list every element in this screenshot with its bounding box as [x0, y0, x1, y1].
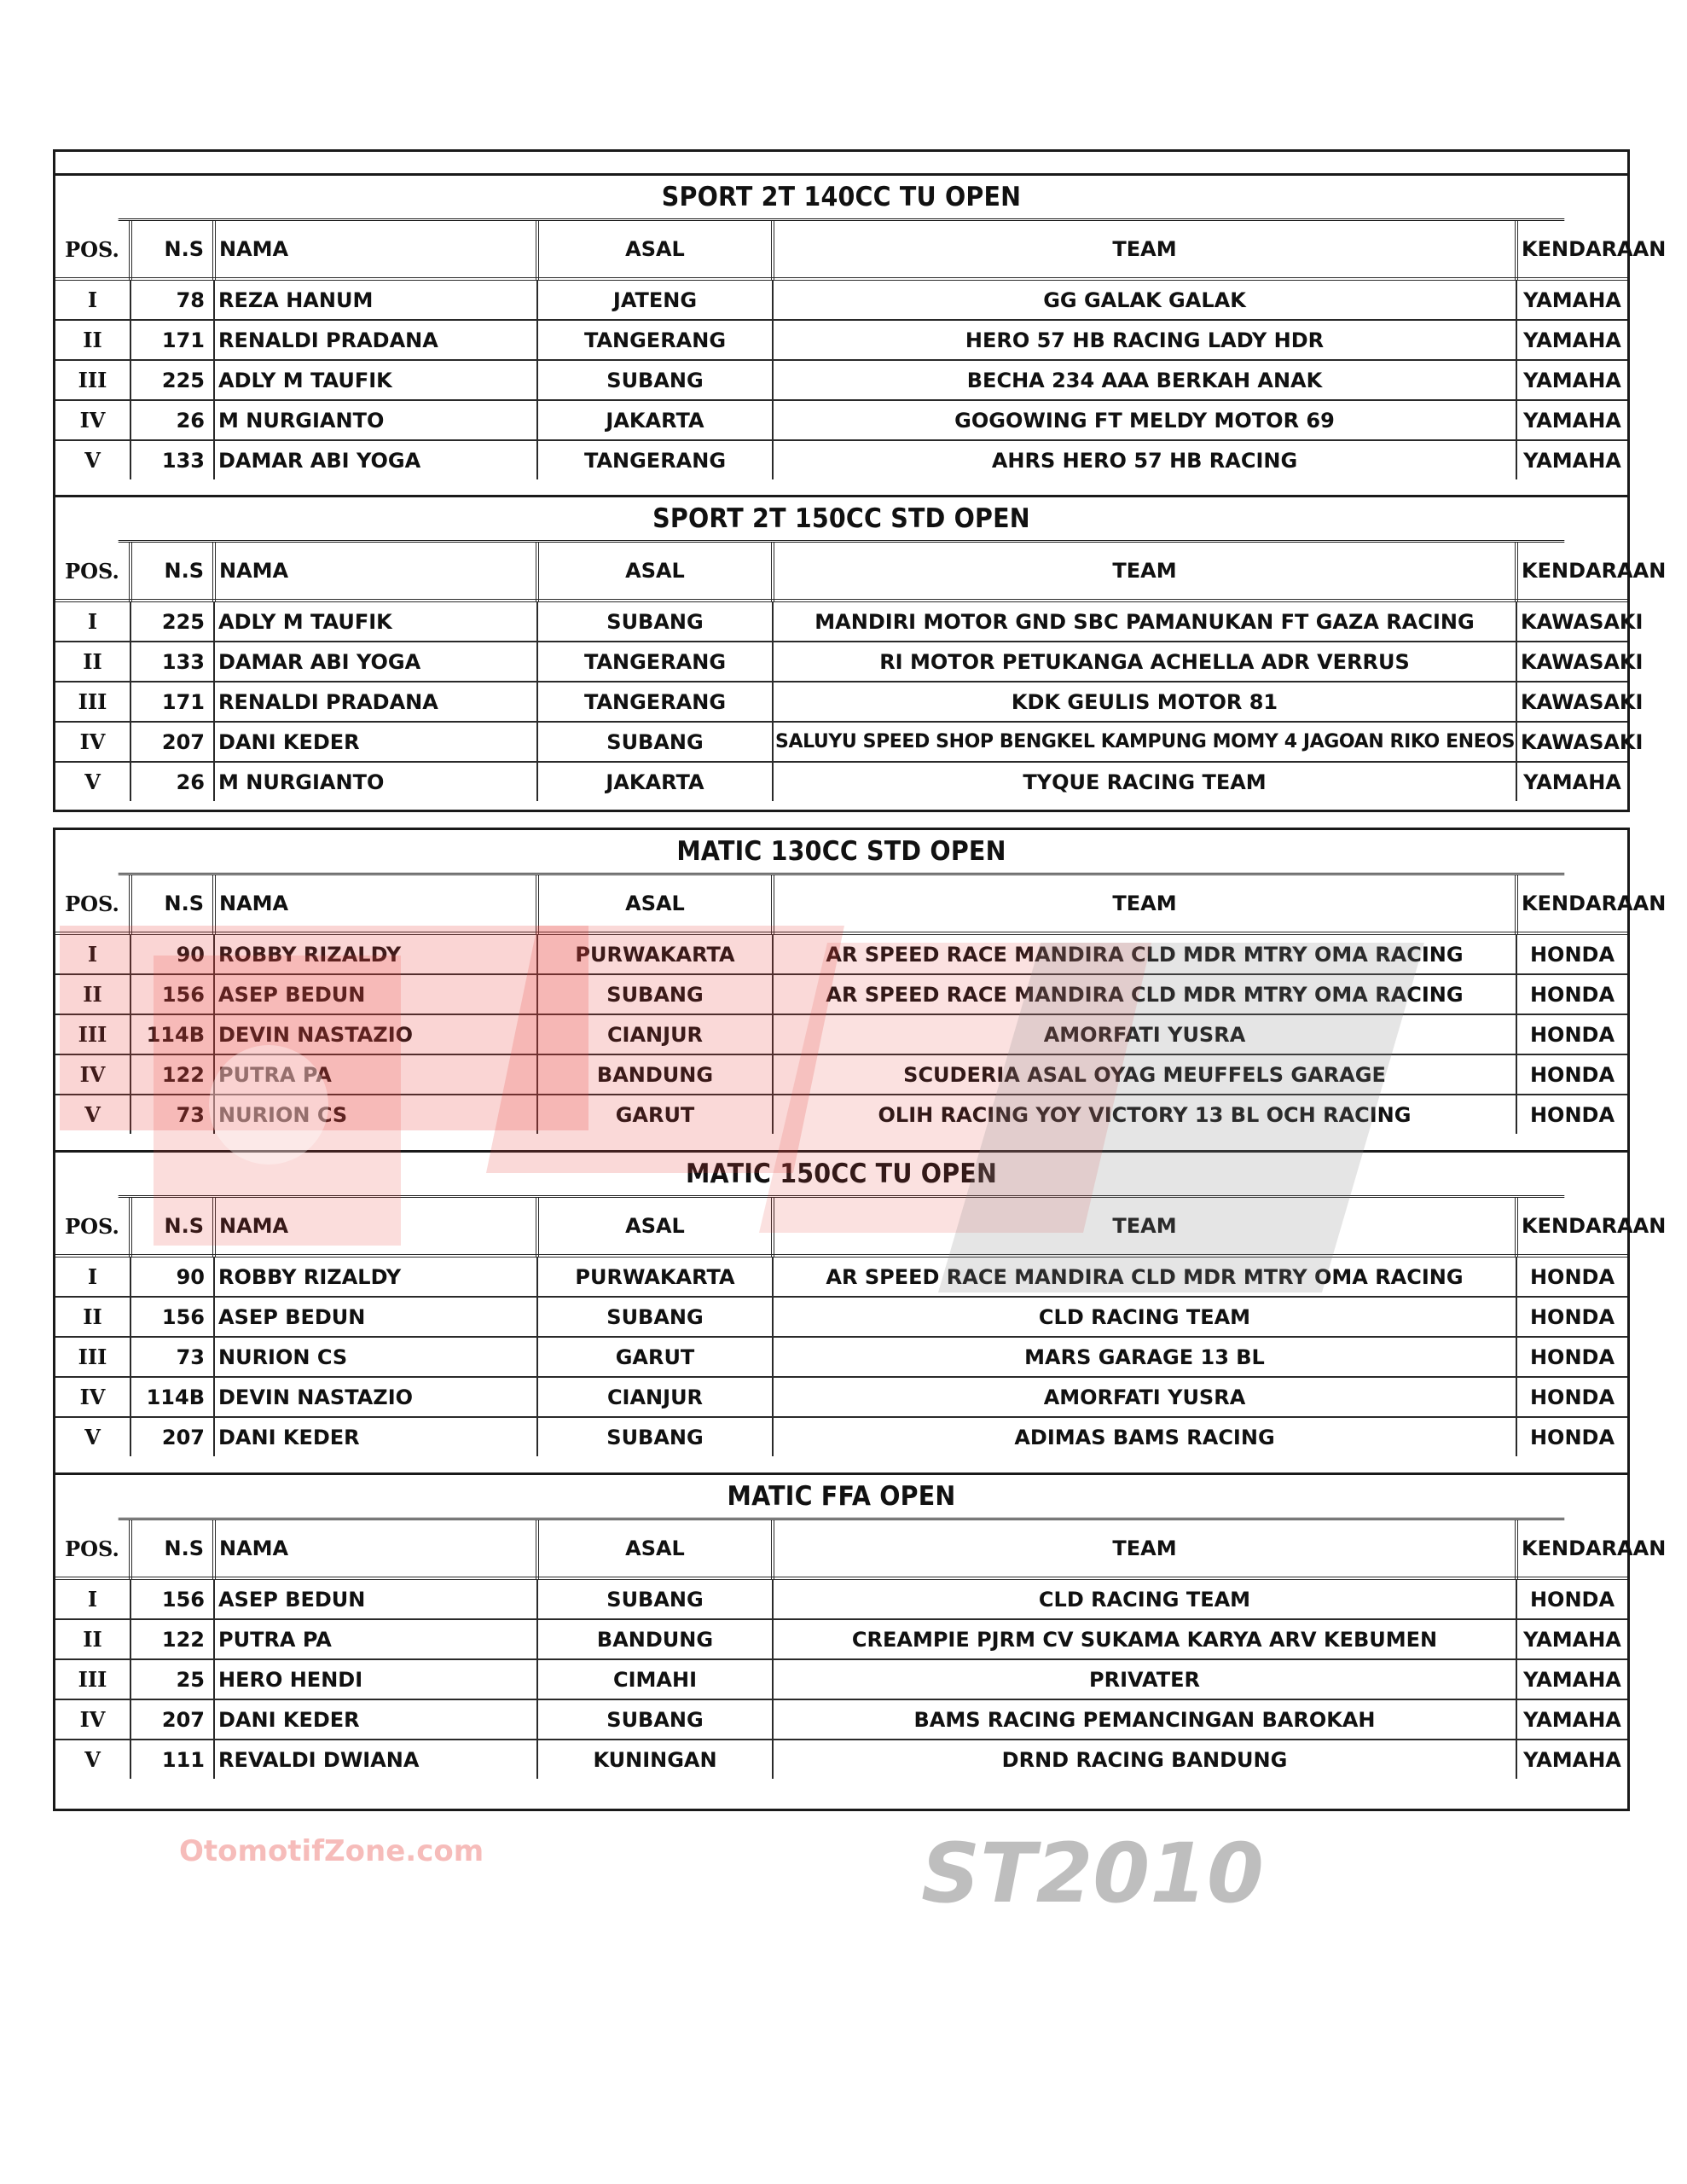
kendaraan-cell: HONDA — [1516, 1417, 1627, 1456]
class-section — [55, 830, 1667, 1134]
ns-cell: 25 — [130, 1659, 214, 1699]
header-pos: POS. — [55, 221, 130, 279]
table-row — [55, 279, 1627, 320]
table-row — [55, 933, 1627, 974]
asal-cell: JATENG — [537, 279, 773, 320]
asal-cell: SUBANG — [537, 722, 773, 762]
nama-cell: M NURGIANTO — [214, 762, 537, 801]
kendaraan-cell: KAWASAKI — [1516, 642, 1627, 682]
asal-cell: CIANJUR — [537, 1377, 773, 1417]
header-asal: ASAL — [537, 875, 773, 933]
asal-cell: TANGERANG — [537, 642, 773, 682]
header-asal: ASAL — [537, 1520, 773, 1578]
team-cell: DRND RACING BANDUNG — [773, 1740, 1516, 1779]
asal-cell: TANGERANG — [537, 682, 773, 722]
ns-cell: 133 — [130, 642, 214, 682]
pos-cell: III — [55, 682, 130, 722]
nama-cell: DANI KEDER — [214, 1417, 537, 1456]
nama-cell: DANI KEDER — [214, 722, 537, 762]
results-table — [55, 543, 1667, 801]
ns-cell: 114B — [130, 1014, 214, 1054]
asal-cell: JAKARTA — [537, 400, 773, 440]
table-row — [55, 1095, 1627, 1134]
asal-cell: CIMAHI — [537, 1659, 773, 1699]
team-cell: CLD RACING TEAM — [773, 1578, 1516, 1619]
ns-cell: 122 — [130, 1619, 214, 1659]
watermark-studio-text: ST2010 — [921, 1826, 1264, 1921]
nama-cell: ADLY M TAUFIK — [214, 601, 537, 642]
table-row — [55, 360, 1627, 400]
kendaraan-cell: HONDA — [1516, 1337, 1627, 1377]
table-row — [55, 1578, 1627, 1619]
kendaraan-cell: HONDA — [1516, 1014, 1627, 1054]
kendaraan-cell: HONDA — [1516, 1095, 1627, 1134]
kendaraan-cell: YAMAHA — [1516, 400, 1627, 440]
nama-cell: M NURGIANTO — [214, 400, 537, 440]
team-cell: BAMS RACING PEMANCINGAN BAROKAH — [773, 1699, 1516, 1740]
ns-cell: 225 — [130, 360, 214, 400]
header-pos: POS. — [55, 1520, 130, 1578]
pos-cell: V — [55, 440, 130, 479]
header-kendaraan: KENDARAAN — [1516, 221, 1627, 279]
asal-cell: PURWAKARTA — [537, 1256, 773, 1297]
results-table — [55, 1520, 1667, 1779]
pos-cell: IV — [55, 1377, 130, 1417]
team-cell: MARS GARAGE 13 BL — [773, 1337, 1516, 1377]
ns-cell: 90 — [130, 1256, 214, 1297]
asal-cell: SUBANG — [537, 1578, 773, 1619]
header-nama: NAMA — [214, 1520, 537, 1578]
header-kendaraan: KENDARAAN — [1516, 543, 1627, 601]
pos-cell: II — [55, 642, 130, 682]
header-ns: N.S — [130, 1198, 214, 1256]
asal-cell: GARUT — [537, 1095, 773, 1134]
header-asal: ASAL — [537, 221, 773, 279]
watermark-site-text: OtomotifZone.com — [179, 1834, 484, 1868]
header-asal: ASAL — [537, 1198, 773, 1256]
nama-cell: ROBBY RIZALDY — [214, 1256, 537, 1297]
pos-cell: V — [55, 1740, 130, 1779]
header-kendaraan: KENDARAAN — [1516, 875, 1627, 933]
header-nama: NAMA — [214, 221, 537, 279]
pos-cell: I — [55, 1578, 130, 1619]
pos-cell: III — [55, 360, 130, 400]
team-cell: HERO 57 HB RACING LADY HDR — [773, 320, 1516, 360]
pos-cell: V — [55, 1095, 130, 1134]
asal-cell: PURWAKARTA — [537, 933, 773, 974]
ns-cell: 171 — [130, 682, 214, 722]
pos-cell: II — [55, 320, 130, 360]
results-table — [55, 1198, 1667, 1456]
kendaraan-cell: YAMAHA — [1516, 440, 1627, 479]
header-team: TEAM — [773, 543, 1516, 601]
class-title: MATIC 130CC STD OPEN — [119, 830, 1565, 875]
ns-cell: 73 — [130, 1095, 214, 1134]
team-cell: KDK GEULIS MOTOR 81 — [773, 682, 1516, 722]
nama-cell: DANI KEDER — [214, 1699, 537, 1740]
kendaraan-cell: KAWASAKI — [1516, 722, 1627, 762]
header-ns: N.S — [130, 543, 214, 601]
table-row — [55, 1377, 1627, 1417]
header-team: TEAM — [773, 221, 1516, 279]
asal-cell: CIANJUR — [537, 1014, 773, 1054]
nama-cell: ROBBY RIZALDY — [214, 933, 537, 974]
nama-cell: REZA HANUM — [214, 279, 537, 320]
table-row — [55, 1619, 1627, 1659]
asal-cell: GARUT — [537, 1337, 773, 1377]
header-row — [55, 875, 1627, 933]
pos-cell: I — [55, 933, 130, 974]
kendaraan-cell: YAMAHA — [1516, 1740, 1627, 1779]
class-section — [55, 1475, 1667, 1779]
team-cell: AMORFATI YUSRA — [773, 1377, 1516, 1417]
team-cell: TYQUE RACING TEAM — [773, 762, 1516, 801]
header-row — [55, 543, 1627, 601]
kendaraan-cell: YAMAHA — [1516, 320, 1627, 360]
asal-cell: SUBANG — [537, 1417, 773, 1456]
table-row — [55, 320, 1627, 360]
nama-cell: NURION CS — [214, 1095, 537, 1134]
ns-cell: 73 — [130, 1337, 214, 1377]
ns-cell: 114B — [130, 1377, 214, 1417]
pos-cell: I — [55, 1256, 130, 1297]
nama-cell: DEVIN NASTAZIO — [214, 1377, 537, 1417]
asal-cell: SUBANG — [537, 360, 773, 400]
asal-cell: TANGERANG — [537, 320, 773, 360]
header-team: TEAM — [773, 1520, 1516, 1578]
table-row — [55, 1014, 1627, 1054]
asal-cell: KUNINGAN — [537, 1740, 773, 1779]
header-row — [55, 221, 1627, 279]
kendaraan-cell: HONDA — [1516, 1256, 1627, 1297]
ns-cell: 207 — [130, 1417, 214, 1456]
team-cell: ADIMAS BAMS RACING — [773, 1417, 1516, 1456]
class-title: SPORT 2T 150CC STD OPEN — [119, 497, 1565, 543]
header-team: TEAM — [773, 1198, 1516, 1256]
nama-cell: REVALDI DWIANA — [214, 1740, 537, 1779]
team-cell: AR SPEED RACE MANDIRA CLD MDR MTRY OMA RACING — [773, 933, 1516, 974]
team-cell: BECHA 234 AAA BERKAH ANAK — [773, 360, 1516, 400]
ns-cell: 122 — [130, 1054, 214, 1095]
table-row — [55, 601, 1627, 642]
header-kendaraan: KENDARAAN — [1516, 1520, 1627, 1578]
asal-cell: BANDUNG — [537, 1619, 773, 1659]
table-row — [55, 1417, 1627, 1456]
team-cell: SALUYU SPEED SHOP BENGKEL KAMPUNG MOMY 4 JAGOAN RIKO ENEOS — [773, 722, 1516, 762]
ns-cell: 225 — [130, 601, 214, 642]
team-cell: CLD RACING TEAM — [773, 1297, 1516, 1337]
table-row — [55, 1659, 1627, 1699]
table-row — [55, 762, 1627, 801]
ns-cell: 78 — [130, 279, 214, 320]
nama-cell: PUTRA PA — [214, 1054, 537, 1095]
nama-cell: ASEP BEDUN — [214, 1578, 537, 1619]
kendaraan-cell: HONDA — [1516, 1297, 1627, 1337]
ns-cell: 156 — [130, 1297, 214, 1337]
ns-cell: 90 — [130, 933, 214, 974]
kendaraan-cell: YAMAHA — [1516, 1659, 1627, 1699]
nama-cell: NURION CS — [214, 1337, 537, 1377]
header-team: TEAM — [773, 875, 1516, 933]
kendaraan-cell: KAWASAKI — [1516, 682, 1627, 722]
kendaraan-cell: YAMAHA — [1516, 762, 1627, 801]
pos-cell: IV — [55, 722, 130, 762]
table-row — [55, 1699, 1627, 1740]
table-row — [55, 1337, 1627, 1377]
header-row — [55, 1520, 1627, 1578]
nama-cell: PUTRA PA — [214, 1619, 537, 1659]
header-nama: NAMA — [214, 1198, 537, 1256]
nama-cell: ASEP BEDUN — [214, 1297, 537, 1337]
team-cell: GG GALAK GALAK — [773, 279, 1516, 320]
class-title: MATIC FFA OPEN — [119, 1475, 1565, 1520]
kendaraan-cell: HONDA — [1516, 1054, 1627, 1095]
table-row — [55, 400, 1627, 440]
asal-cell: SUBANG — [537, 1699, 773, 1740]
header-ns: N.S — [130, 875, 214, 933]
ns-cell: 207 — [130, 722, 214, 762]
ns-cell: 207 — [130, 1699, 214, 1740]
team-cell: CREAMPIE PJRM CV SUKAMA KARYA ARV KEBUMEN — [773, 1619, 1516, 1659]
table-row — [55, 974, 1627, 1014]
results-box-sport — [53, 149, 1667, 812]
ns-cell: 133 — [130, 440, 214, 479]
team-cell: AMORFATI YUSRA — [773, 1014, 1516, 1054]
header-asal: ASAL — [537, 543, 773, 601]
pos-cell: IV — [55, 400, 130, 440]
team-cell: PRIVATER — [773, 1659, 1516, 1699]
pos-cell: I — [55, 279, 130, 320]
ns-cell: 26 — [130, 762, 214, 801]
results-box-matic — [53, 828, 1667, 1811]
table-row — [55, 1297, 1627, 1337]
header-pos: POS. — [55, 543, 130, 601]
nama-cell: DEVIN NASTAZIO — [214, 1014, 537, 1054]
table-row — [55, 642, 1627, 682]
class-section — [55, 497, 1667, 801]
pos-cell: II — [55, 1297, 130, 1337]
nama-cell: ADLY M TAUFIK — [214, 360, 537, 400]
nama-cell: RENALDI PRADANA — [214, 320, 537, 360]
results-table — [55, 221, 1667, 479]
class-section — [55, 176, 1667, 479]
pos-cell: III — [55, 1659, 130, 1699]
kendaraan-cell: HONDA — [1516, 933, 1627, 974]
team-cell: AR SPEED RACE MANDIRA CLD MDR MTRY OMA RACING — [773, 974, 1516, 1014]
ns-cell: 26 — [130, 400, 214, 440]
pos-cell: I — [55, 601, 130, 642]
asal-cell: TANGERANG — [537, 440, 773, 479]
pos-cell: V — [55, 762, 130, 801]
class-section — [55, 1153, 1667, 1456]
table-row — [55, 440, 1627, 479]
results-table — [55, 875, 1667, 1134]
nama-cell: ASEP BEDUN — [214, 974, 537, 1014]
kendaraan-cell: HONDA — [1516, 974, 1627, 1014]
pos-cell: II — [55, 1619, 130, 1659]
team-cell: OLIH RACING YOY VICTORY 13 BL OCH RACING — [773, 1095, 1516, 1134]
pos-cell: III — [55, 1337, 130, 1377]
kendaraan-cell: YAMAHA — [1516, 1619, 1627, 1659]
team-cell: GOGOWING FT MELDY MOTOR 69 — [773, 400, 1516, 440]
nama-cell: DAMAR ABI YOGA — [214, 642, 537, 682]
ns-cell: 156 — [130, 974, 214, 1014]
nama-cell: RENALDI PRADANA — [214, 682, 537, 722]
table-row — [55, 722, 1627, 762]
pos-cell: III — [55, 1014, 130, 1054]
asal-cell: BANDUNG — [537, 1054, 773, 1095]
kendaraan-cell: HONDA — [1516, 1377, 1627, 1417]
spacer-row — [55, 479, 1627, 497]
class-title: SPORT 2T 140CC TU OPEN — [119, 176, 1565, 221]
team-cell: RI MOTOR PETUKANGA ACHELLA ADR VERRUS — [773, 642, 1516, 682]
table-row — [55, 1256, 1627, 1297]
team-cell: AR SPEED RACE MANDIRA CLD MDR MTRY OMA RACING — [773, 1256, 1516, 1297]
kendaraan-cell: YAMAHA — [1516, 360, 1627, 400]
ns-cell: 111 — [130, 1740, 214, 1779]
pos-cell: IV — [55, 1054, 130, 1095]
pos-cell: II — [55, 974, 130, 1014]
header-pos: POS. — [55, 875, 130, 933]
header-kendaraan: KENDARAAN — [1516, 1198, 1627, 1256]
kendaraan-cell: YAMAHA — [1516, 1699, 1627, 1740]
spacer-row — [55, 1456, 1627, 1475]
header-row — [55, 1198, 1627, 1256]
kendaraan-cell: HONDA — [1516, 1578, 1627, 1619]
header-ns: N.S — [130, 1520, 214, 1578]
team-cell: SCUDERIA ASAL OYAG MEUFFELS GARAGE — [773, 1054, 1516, 1095]
asal-cell: SUBANG — [537, 601, 773, 642]
team-cell: MANDIRI MOTOR GND SBC PAMANUKAN FT GAZA RACING — [773, 601, 1516, 642]
ns-cell: 156 — [130, 1578, 214, 1619]
asal-cell: SUBANG — [537, 1297, 773, 1337]
header-nama: NAMA — [214, 875, 537, 933]
kendaraan-cell: YAMAHA — [1516, 279, 1627, 320]
asal-cell: JAKARTA — [537, 762, 773, 801]
team-cell: AHRS HERO 57 HB RACING — [773, 440, 1516, 479]
header-pos: POS. — [55, 1198, 130, 1256]
ns-cell: 171 — [130, 320, 214, 360]
class-title: MATIC 150CC TU OPEN — [119, 1153, 1565, 1198]
table-row — [55, 1740, 1627, 1779]
nama-cell: HERO HENDI — [214, 1659, 537, 1699]
spacer-row — [55, 1134, 1627, 1153]
pos-cell: V — [55, 1417, 130, 1456]
header-ns: N.S — [130, 221, 214, 279]
spacer-row — [55, 152, 1627, 176]
nama-cell: DAMAR ABI YOGA — [214, 440, 537, 479]
header-nama: NAMA — [214, 543, 537, 601]
table-row — [55, 682, 1627, 722]
asal-cell: SUBANG — [537, 974, 773, 1014]
table-row — [55, 1054, 1627, 1095]
kendaraan-cell: KAWASAKI — [1516, 601, 1627, 642]
pos-cell: IV — [55, 1699, 130, 1740]
